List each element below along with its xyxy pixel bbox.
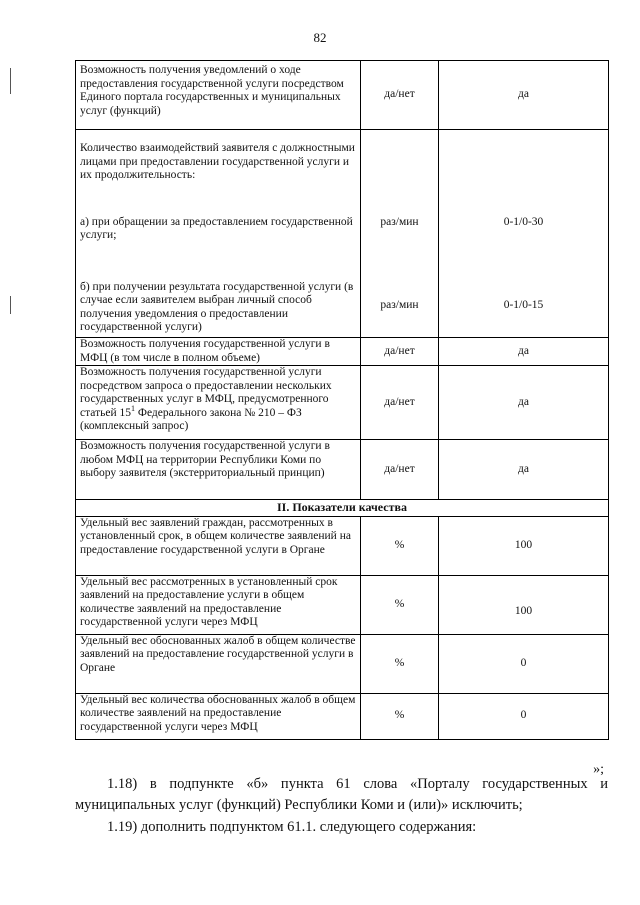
table-row [76, 208, 609, 264]
value-cell: 0 [439, 634, 609, 693]
table-row [76, 634, 609, 693]
unit-cell: да/нет [361, 61, 439, 130]
unit-cell [361, 130, 439, 208]
unit-cell: % [361, 575, 439, 634]
table-row [76, 516, 609, 575]
interactions-a-text: а) при обращении за предоставлением государственной услуги; [80, 215, 353, 241]
unit-cell: да/нет [361, 366, 439, 440]
table-row [76, 366, 609, 440]
value-cell: да [439, 440, 609, 500]
value-cell: да [439, 366, 609, 440]
superscript: 1 [130, 403, 135, 413]
indicator-text: Возможность получения уведомлений о ходе предоставления государственной услуги посредством Единого портала государственных и муниципальных услуг (функций) [80, 64, 344, 117]
unit-cell: % [361, 516, 439, 575]
margin-mark-middle [10, 296, 11, 314]
indicator-cell [76, 61, 361, 130]
table-row [76, 130, 609, 208]
indicator-text: Возможность получения государственной услуги в любом МФЦ на территории Республики Коми по выбору заявителя (экстерриториальный принцип) [80, 440, 330, 479]
table-row [76, 440, 609, 500]
indicator-cell [76, 264, 361, 338]
table-row [76, 575, 609, 634]
interactions-b-text: б) при получении результата государственной услуги (в случае если заявителем выбран личный способ получения уведомления о предоставлении государственной услуги) [80, 280, 354, 333]
value-cell: да [439, 338, 609, 366]
indicator-cell [76, 208, 361, 264]
value-cell: 0 [439, 693, 609, 739]
indicator-text: Удельный вес обоснованных жалоб в общем количестве заявлений на предоставление государственной услуги в Органе [80, 634, 356, 674]
unit-cell: да/нет [361, 440, 439, 500]
closing-quote: »; [593, 762, 604, 777]
section-heading: II. Показатели качества [76, 500, 609, 517]
unit-cell: раз/мин [361, 264, 439, 338]
section-heading-row [76, 500, 609, 517]
value-cell: да [439, 61, 609, 130]
value-cell: 0-1/0-15 [439, 264, 609, 338]
indicator-cell [76, 130, 361, 208]
table-row [76, 61, 609, 130]
indicators-table [75, 60, 609, 740]
indicator-text: Возможность получения государственной услуги посредством запроса о предоставлении нескольких государственных услуг в МФЦ, предусмотренного статьей 15 [80, 366, 332, 419]
value-cell: 0-1/0-30 [439, 208, 609, 264]
indicator-cell [76, 575, 361, 634]
table-row [76, 264, 609, 338]
indicator-text: Возможность получения государственной услуги в МФЦ (в том числе в полном объеме) [80, 338, 330, 364]
indicator-cell [76, 366, 361, 440]
unit-cell: % [361, 634, 439, 693]
value-cell: 100 [439, 516, 609, 575]
indicator-cell [76, 693, 361, 739]
interactions-intro: Количество взаимодействий заявителя с должностными лицами при предоставлении государственной услуги и их продолжительность: [80, 142, 355, 181]
value-cell: 100 [439, 575, 609, 634]
margin-mark-top [10, 68, 11, 94]
table-row [76, 693, 609, 739]
indicator-text-cont: Федерального закона № 210 – ФЗ (комплексный запрос) [80, 406, 302, 432]
indicator-cell [76, 440, 361, 500]
unit-cell: раз/мин [361, 208, 439, 264]
paragraph-1-19: 1.19) дополнить подпунктом 61.1. следующего содержания: [107, 819, 477, 835]
paragraph-1-18: 1.18) в подпункте «б» пункта 61 слова «Порталу государственных и муниципальных услуг (функций) Республики Коми и (или)» исключить; [75, 776, 608, 813]
unit-cell: да/нет [361, 338, 439, 366]
unit-cell: % [361, 693, 439, 739]
value-cell [439, 130, 609, 208]
indicator-cell [76, 634, 361, 693]
indicator-text: Удельный вес количества обоснованных жалоб в общем количестве заявлений на предоставление государственной услуги через МФЦ [80, 693, 356, 733]
table-row [76, 338, 609, 366]
indicator-cell [76, 516, 361, 575]
indicator-text: Удельный вес заявлений граждан, рассмотренных в установленный срок, в общем количестве заявлений на предоставление государственной услуги в Органе [80, 516, 351, 556]
indicator-text: Удельный вес рассмотренных в установленный срок заявлений на предоставление услуги в общем количестве заявлений на предоставление государственной услуги через МФЦ [80, 575, 338, 628]
indicator-cell [76, 338, 361, 366]
page-number: 82 [313, 30, 327, 45]
